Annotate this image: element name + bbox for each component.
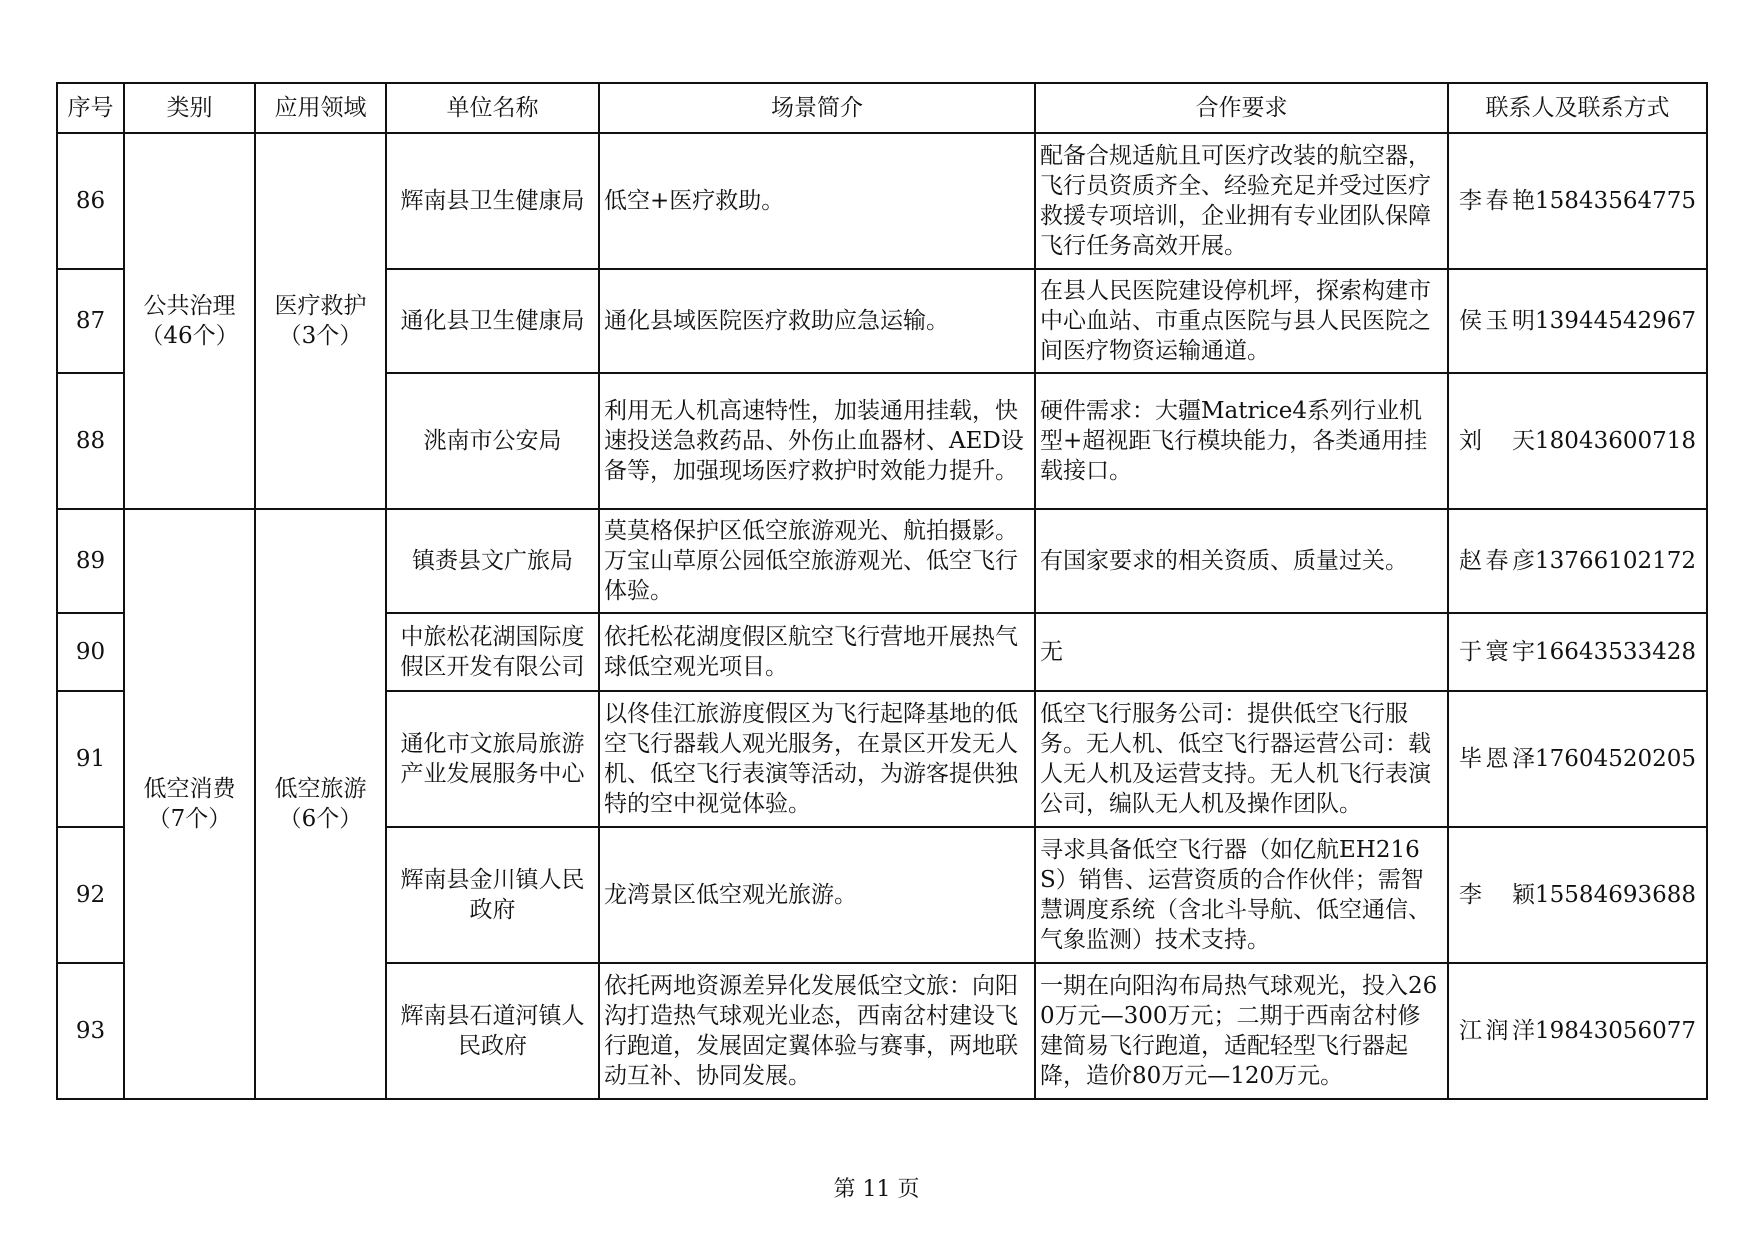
contact-name: 李春艳 xyxy=(1459,188,1536,214)
header-requirement: 合作要求 xyxy=(1035,83,1448,133)
field-cell: 医疗救护（3个） xyxy=(255,133,386,509)
category-cell: 公共治理（46个） xyxy=(124,133,255,509)
row-number: 88 xyxy=(57,373,124,509)
row-number: 91 xyxy=(57,691,124,827)
contact-phone: 15843564775 xyxy=(1535,188,1696,214)
row-number: 87 xyxy=(57,269,124,373)
contact-cell xyxy=(1448,509,1707,613)
header-row xyxy=(57,83,1707,133)
contact-phone: 13944542967 xyxy=(1535,308,1696,334)
contact-phone: 17604520205 xyxy=(1535,746,1696,772)
contact-name: 毕恩泽 xyxy=(1459,746,1536,772)
scenario-intro: 利用无人机高速特性，加装通用挂载，快速投送急救药品、外伤止血器材、AED设备等，加强现场医疗救护时效能力提升。 xyxy=(599,373,1035,509)
unit-name: 辉南县卫生健康局 xyxy=(386,133,599,269)
contact-phone: 18043600718 xyxy=(1535,428,1696,454)
unit-name: 洮南市公安局 xyxy=(386,373,599,509)
header-unit: 单位名称 xyxy=(386,83,599,133)
category-cell: 低空消费（7个） xyxy=(124,509,255,1099)
cooperation-requirement: 无 xyxy=(1035,613,1448,691)
header-no: 序号 xyxy=(57,83,124,133)
header-contact: 联系人及联系方式 xyxy=(1448,83,1707,133)
unit-name: 辉南县石道河镇人民政府 xyxy=(386,963,599,1099)
cooperation-requirement: 一期在向阳沟布局热气球观光，投入260万元—300万元；二期于西南岔村修建简易飞行跑道，适配轻型飞行器起降，造价80万元—120万元。 xyxy=(1035,963,1448,1099)
unit-name: 通化县卫生健康局 xyxy=(386,269,599,373)
row-number: 90 xyxy=(57,613,124,691)
row-number: 89 xyxy=(57,509,124,613)
contact-name: 侯玉明 xyxy=(1459,308,1536,334)
scenario-intro: 依托松花湖度假区航空飞行营地开展热气球低空观光项目。 xyxy=(599,613,1035,691)
contact-phone: 15584693688 xyxy=(1535,882,1696,908)
contact-phone: 16643533428 xyxy=(1535,639,1696,665)
contact-phone: 19843056077 xyxy=(1535,1018,1696,1044)
header-field: 应用领域 xyxy=(255,83,386,133)
contact-cell xyxy=(1448,963,1707,1099)
scenario-table xyxy=(56,82,1708,1100)
unit-name: 镇赉县文广旅局 xyxy=(386,509,599,613)
cooperation-requirement: 有国家要求的相关资质、质量过关。 xyxy=(1035,509,1448,613)
cooperation-requirement: 低空飞行服务公司：提供低空飞行服务。无人机、低空飞行器运营公司：载人无人机及运营支持。无人机飞行表演公司，编队无人机及操作团队。 xyxy=(1035,691,1448,827)
unit-name: 辉南县金川镇人民政府 xyxy=(386,827,599,963)
contact-cell xyxy=(1448,133,1707,269)
header-category: 类别 xyxy=(124,83,255,133)
scenario-intro: 龙湾景区低空观光旅游。 xyxy=(599,827,1035,963)
cooperation-requirement: 配备合规适航且可医疗改装的航空器，飞行员资质齐全、经验充足并受过医疗救援专项培训，企业拥有专业团队保障飞行任务高效开展。 xyxy=(1035,133,1448,269)
row-number: 92 xyxy=(57,827,124,963)
contact-phone: 13766102172 xyxy=(1535,548,1696,574)
unit-name: 中旅松花湖国际度假区开发有限公司 xyxy=(386,613,599,691)
contact-name: 刘天 xyxy=(1459,428,1536,454)
contact-cell xyxy=(1448,691,1707,827)
scenario-intro: 莫莫格保护区低空旅游观光、航拍摄影。万宝山草原公园低空旅游观光、低空飞行体验。 xyxy=(599,509,1035,613)
cooperation-requirement: 寻求具备低空飞行器（如亿航EH216S）销售、运营资质的合作伙伴；需智慧调度系统（含北斗导航、低空通信、气象监测）技术支持。 xyxy=(1035,827,1448,963)
header-intro: 场景简介 xyxy=(599,83,1035,133)
contact-cell xyxy=(1448,613,1707,691)
contact-name: 赵春彦 xyxy=(1459,548,1536,574)
field-cell: 低空旅游（6个） xyxy=(255,509,386,1099)
row-number: 86 xyxy=(57,133,124,269)
table-row xyxy=(57,509,1707,613)
contact-cell xyxy=(1448,269,1707,373)
contact-name: 于寰宇 xyxy=(1459,639,1536,665)
scenario-intro: 依托两地资源差异化发展低空文旅：向阳沟打造热气球观光业态，西南岔村建设飞行跑道，发展固定翼体验与赛事，两地联动互补、协同发展。 xyxy=(599,963,1035,1099)
unit-name: 通化市文旅局旅游产业发展服务中心 xyxy=(386,691,599,827)
contact-name: 江润洋 xyxy=(1459,1018,1536,1044)
contact-name: 李颖 xyxy=(1459,882,1536,908)
contact-cell xyxy=(1448,373,1707,509)
cooperation-requirement: 在县人民医院建设停机坪，探索构建市中心血站、市重点医院与县人民医院之间医疗物资运输通道。 xyxy=(1035,269,1448,373)
contact-cell xyxy=(1448,827,1707,963)
scenario-intro: 以佟佳江旅游度假区为飞行起降基地的低空飞行器载人观光服务，在景区开发无人机、低空飞行表演等活动，为游客提供独特的空中视觉体验。 xyxy=(599,691,1035,827)
page-number: 第 11 页 xyxy=(833,1177,920,1202)
row-number: 93 xyxy=(57,963,124,1099)
table-row xyxy=(57,133,1707,269)
cooperation-requirement: 硬件需求：大疆Matrice4系列行业机型+超视距飞行模块能力，各类通用挂载接口。 xyxy=(1035,373,1448,509)
scenario-intro: 低空+医疗救助。 xyxy=(599,133,1035,269)
scenario-intro: 通化县域医院医疗救助应急运输。 xyxy=(599,269,1035,373)
